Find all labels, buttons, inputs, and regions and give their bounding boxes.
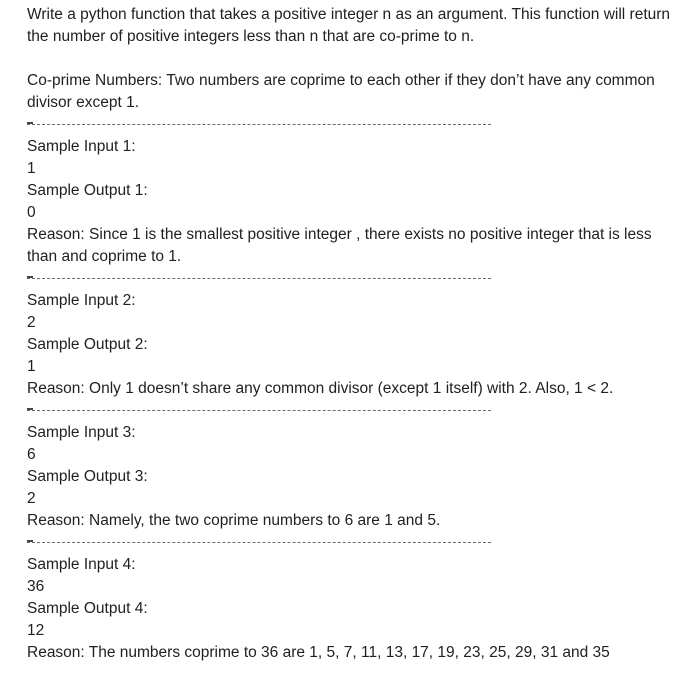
sample-reason: Reason: Only 1 doesn’t share any common divisor (except 1 itself) with 2. Also, 1 < 2. xyxy=(27,380,614,397)
section-divider xyxy=(27,532,677,554)
sample-output-value: 1 xyxy=(27,358,36,375)
sample-reason: Reason: Since 1 is the smallest positive integer , there exists no positive integer that is less than and coprime to 1. xyxy=(27,226,652,265)
sample-input-value: 1 xyxy=(27,160,36,177)
sample-output-label: Sample Output 1: xyxy=(27,182,148,199)
paragraph-gap xyxy=(27,48,677,70)
sample-input-value: 6 xyxy=(27,446,36,463)
task-description: Write a python function that takes a positive integer n as an argument. This function will return the number of positive integers less than n that are co-prime to n. xyxy=(27,6,671,45)
sample-input-label: Sample Input 2: xyxy=(27,292,136,309)
sample-output-label: Sample Output 2: xyxy=(27,336,148,353)
section-divider xyxy=(27,400,677,422)
sample-input-label: Sample Input 4: xyxy=(27,556,136,573)
section-divider xyxy=(27,114,677,136)
sample-input-value: 36 xyxy=(27,578,45,595)
sample-4 xyxy=(27,554,677,664)
problem-statement xyxy=(27,4,677,664)
coprime-definition: Co-prime Numbers: Two numbers are coprime to each other if they don’t have any common divisor except 1. xyxy=(27,72,655,111)
sample-output-label: Sample Output 4: xyxy=(27,600,148,617)
sample-reason: Reason: The numbers coprime to 36 are 1, 5, 7, 11, 13, 17, 19, 23, 25, 29, 31 and 35 xyxy=(27,644,610,661)
sample-output-value: 0 xyxy=(27,204,36,221)
sample-reason: Reason: Namely, the two coprime numbers to 6 are 1 and 5. xyxy=(27,512,441,529)
section-divider xyxy=(27,268,677,290)
sample-input-label: Sample Input 1: xyxy=(27,138,136,155)
sample-input-value: 2 xyxy=(27,314,36,331)
sample-2 xyxy=(27,290,677,400)
sample-1 xyxy=(27,136,677,268)
sample-input-label: Sample Input 3: xyxy=(27,424,136,441)
sample-output-label: Sample Output 3: xyxy=(27,468,148,485)
sample-output-value: 12 xyxy=(27,622,45,639)
sample-output-value: 2 xyxy=(27,490,36,507)
sample-3 xyxy=(27,422,677,532)
